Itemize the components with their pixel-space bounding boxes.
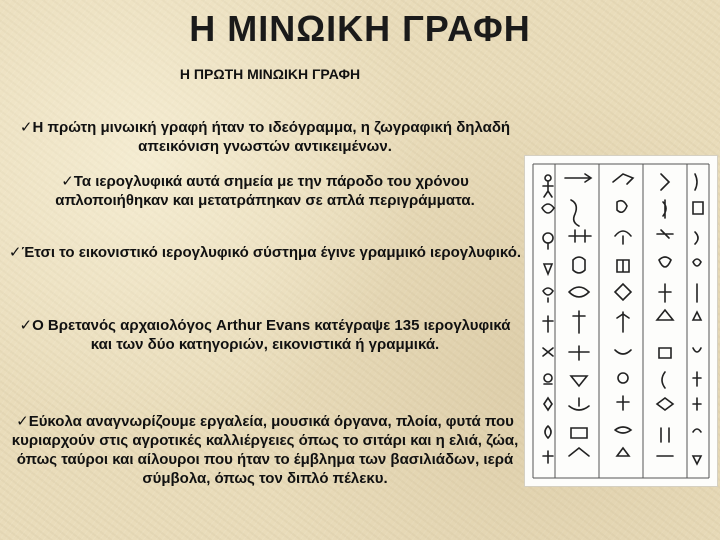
bullet-item — [8, 412, 522, 488]
check-icon: ✓ — [8, 243, 22, 261]
check-icon: ✓ — [19, 118, 33, 136]
bullet-text: Εύκολα αναγνωρίζουμε εργαλεία, μουσικά όργανα, πλοία, φυτά που κυριαρχούν στις αγροτικές καλλιέργειες όπως το σιτάρι και η ελιά, ζώα, όπως ταύροι και αίλουροι που ήταν το έμβλημα των βασιλιάδων, ιερά σύμβολα, όπως τον διπλό πέλεκυ. — [11, 413, 519, 487]
bullet-item — [8, 172, 522, 210]
slide-subtitle: Η ΠΡΩΤΗ ΜΙΝΩΙΚΗ ΓΡΑΦΗ — [179, 66, 361, 82]
bullet-text: Ο Βρετανός αρχαιολόγος Arthur Evans κατέγραψε 135 ιερογλυφικά και των δύο κατηγοριών, εικονιστικά ή γραμμικά. — [32, 317, 511, 353]
check-icon: ✓ — [61, 172, 74, 190]
hieroglyph-table-image — [524, 155, 718, 487]
bullet-text: Η πρώτη μινωική γραφή ήταν το ιδεόγραμμα, η ζωγραφική δηλαδή απεικόνιση γνωστών αντικειμένων. — [32, 119, 511, 155]
check-icon: ✓ — [19, 316, 33, 334]
bullet-text: Έτσι το εικονιστικό ιερογλυφικό σύστημα έγινε γραμμικό ιερογλυφικό. — [21, 244, 522, 261]
bullet-item — [8, 316, 522, 354]
hieroglyph-grid-illustration — [525, 156, 717, 486]
bullet-item — [8, 118, 522, 156]
slide-title: Η ΜΙΝΩΙΚΗ ΓΡΑΦΗ — [189, 8, 531, 49]
bullet-item — [8, 243, 522, 262]
bullet-text: Τα ιερογλυφικά αυτά σημεία με την πάροδο του χρόνου απλοποιήθηκαν και μετατράπηκαν σε απλά περιγράμματα. — [55, 173, 475, 209]
check-icon: ✓ — [16, 412, 29, 430]
